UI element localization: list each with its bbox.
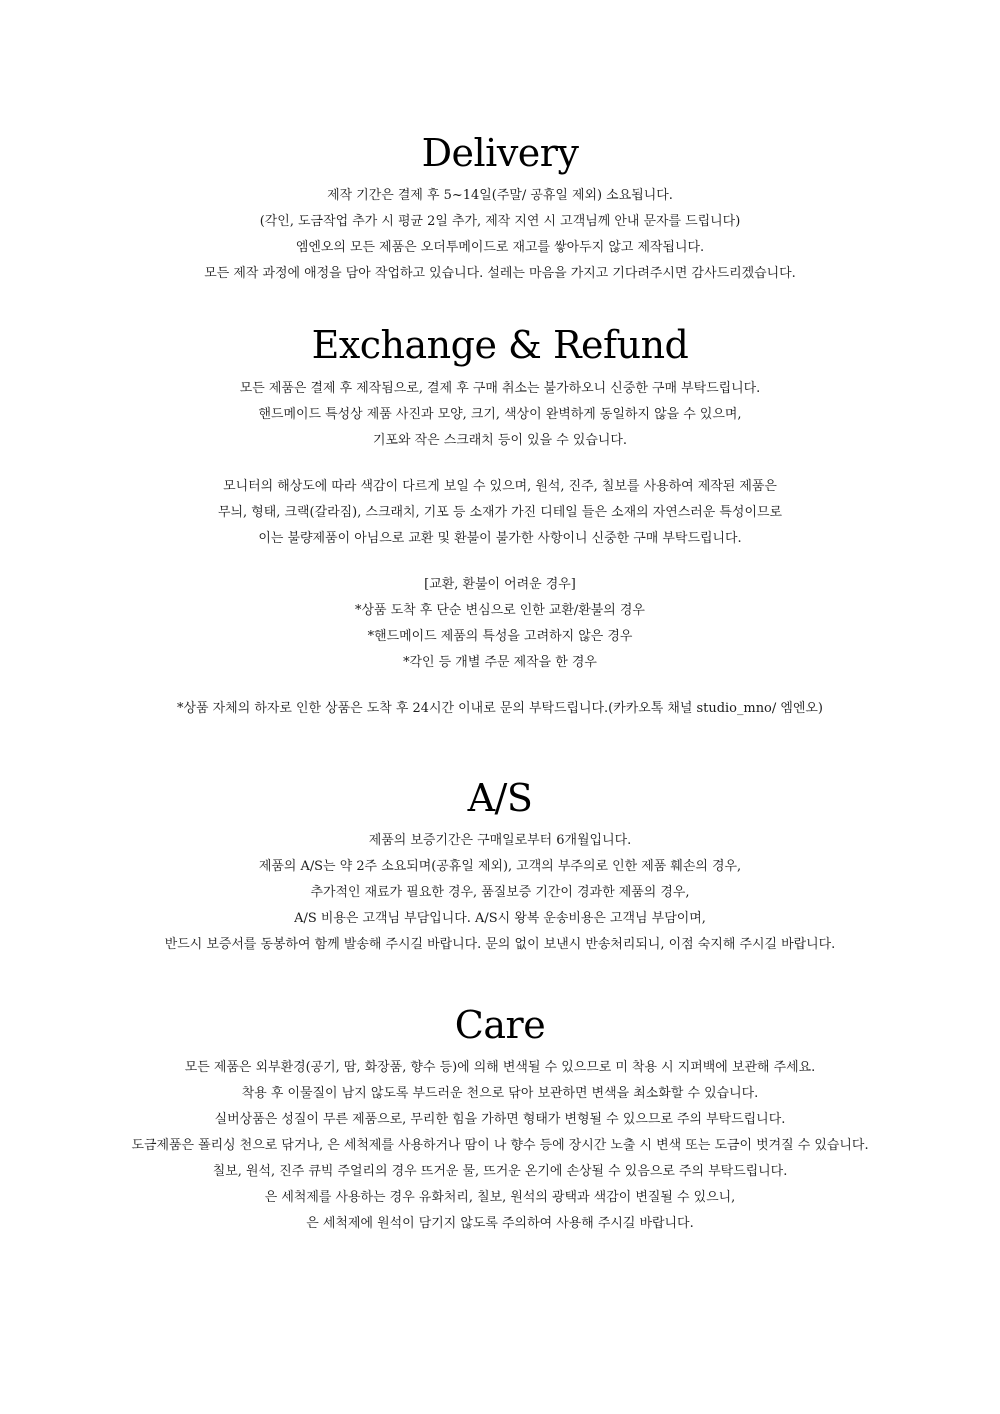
text-line: 착용 후 이물질이 남지 않도록 부드러운 천으로 닦아 보관하면 변색을 최소화할 수 있습니다.	[241, 1086, 759, 1101]
text-line: 엠엔오의 모든 제품은 오더투메이드로 재고를 쌓아두지 않고 제작됩니다.	[295, 240, 705, 255]
text-line: 이는 불량제품이 아님으로 교환 및 환불이 불가한 사항이니 신중한 구매 부탁드립니다.	[258, 531, 742, 546]
exchange-refund-section	[0, 322, 1000, 722]
text-line: 모든 제품은 결제 후 제작됨으로, 결제 후 구매 취소는 불가하오니 신중한 구매 부탁드립니다.	[239, 381, 761, 396]
text-line: 모든 제품은 외부환경(공기, 땀, 화장품, 향수 등)에 의해 변색될 수 있으므로 미 착용 시 지퍼백에 보관해 주세요.	[184, 1060, 816, 1075]
text-line: *상품 자체의 하자로 인한 상품은 도착 후 24시간 이내로 문의 부탁드립니다.(카카오톡 채널 studio_mno/ 엠엔오)	[177, 701, 823, 716]
text-line: 모든 제작 과정에 애정을 담아 작업하고 있습니다. 설레는 마음을 가지고 기다려주시면 감사드리겠습니다.	[204, 266, 796, 281]
paragraph-gap	[0, 676, 1000, 696]
as-section	[0, 775, 1000, 958]
as-text	[0, 828, 1000, 958]
text-line: 핸드메이드 특성상 제품 사진과 모양, 크기, 색상이 완벽하게 동일하지 않을 수 있으며,	[258, 407, 742, 422]
text-line: 도금제품은 폴리싱 천으로 닦거나, 은 세척제를 사용하거나 땀이 나 향수 등에 장시간 노출 시 변색 또는 도금이 벗겨질 수 있습니다.	[131, 1138, 869, 1153]
text-line: 제품의 A/S는 약 2주 소요되며(공휴일 제외), 고객의 부주의로 인한 제품 훼손의 경우,	[258, 859, 742, 874]
text-line: (각인, 도금작업 추가 시 평균 2일 추가, 제작 지연 시 고객님께 안내 문자를 드립니다)	[259, 214, 741, 229]
text-line: A/S 비용은 고객님 부담입니다. A/S시 왕복 운송비용은 고객님 부담이며,	[294, 911, 706, 926]
as-heading: A/S	[467, 776, 533, 820]
text-line: *핸드메이드 제품의 특성을 고려하지 않은 경우	[367, 629, 633, 644]
text-line: 기포와 작은 스크래치 등이 있을 수 있습니다.	[372, 433, 628, 448]
text-line: 칠보, 원석, 진주 큐빅 주얼리의 경우 뜨거운 물, 뜨거운 온기에 손상될 수 있음으로 주의 부탁드립니다.	[212, 1164, 788, 1179]
text-line: 제작 기간은 결제 후 5~14일(주말/ 공휴일 제외) 소요됩니다.	[327, 188, 673, 203]
care-heading: Care	[454, 1003, 546, 1047]
text-line: 제품의 보증기간은 구매일로부터 6개월입니다.	[368, 833, 632, 848]
text-line: 은 세척제를 사용하는 경우 유화처리, 칠보, 원석의 광택과 색감이 변질될 수 있으니,	[264, 1190, 736, 1205]
care-text	[0, 1055, 1000, 1237]
paragraph-gap	[0, 552, 1000, 572]
text-line: 무늬, 형태, 크랙(갈라짐), 스크래치, 기포 등 소재가 가진 디테일 들은 소재의 자연스러운 특성이므로	[218, 505, 782, 520]
exchange-refund-text	[0, 376, 1000, 722]
care-section	[0, 1002, 1000, 1237]
delivery-section	[0, 130, 1000, 287]
text-line: 반드시 보증서를 동봉하여 함께 발송해 주시길 바랍니다. 문의 없이 보낸시 반송처리되니, 이점 숙지해 주시길 바랍니다.	[164, 937, 836, 952]
text-line: 실버상품은 성질이 무른 제품으로, 무리한 힘을 가하면 형태가 변형될 수 있으므로 주의 부탁드립니다.	[214, 1112, 786, 1127]
text-line: [교환, 환불이 어려운 경우]	[424, 577, 576, 592]
text-line: 추가적인 재료가 필요한 경우, 품질보증 기간이 경과한 제품의 경우,	[310, 885, 690, 900]
exchange-refund-heading: Exchange & Refund	[311, 323, 689, 367]
text-line: *상품 도착 후 단순 변심으로 인한 교환/환불의 경우	[355, 603, 645, 618]
delivery-heading: Delivery	[421, 131, 579, 175]
text-line: 모니터의 해상도에 따라 색감이 다르게 보일 수 있으며, 원석, 진주, 칠보를 사용하여 제작된 제품은	[223, 479, 777, 494]
paragraph-gap	[0, 454, 1000, 474]
text-line: 은 세척제에 원석이 담기지 않도록 주의하여 사용해 주시길 바랍니다.	[306, 1216, 694, 1231]
delivery-text	[0, 183, 1000, 287]
text-line: *각인 등 개별 주문 제작을 한 경우	[403, 655, 597, 670]
